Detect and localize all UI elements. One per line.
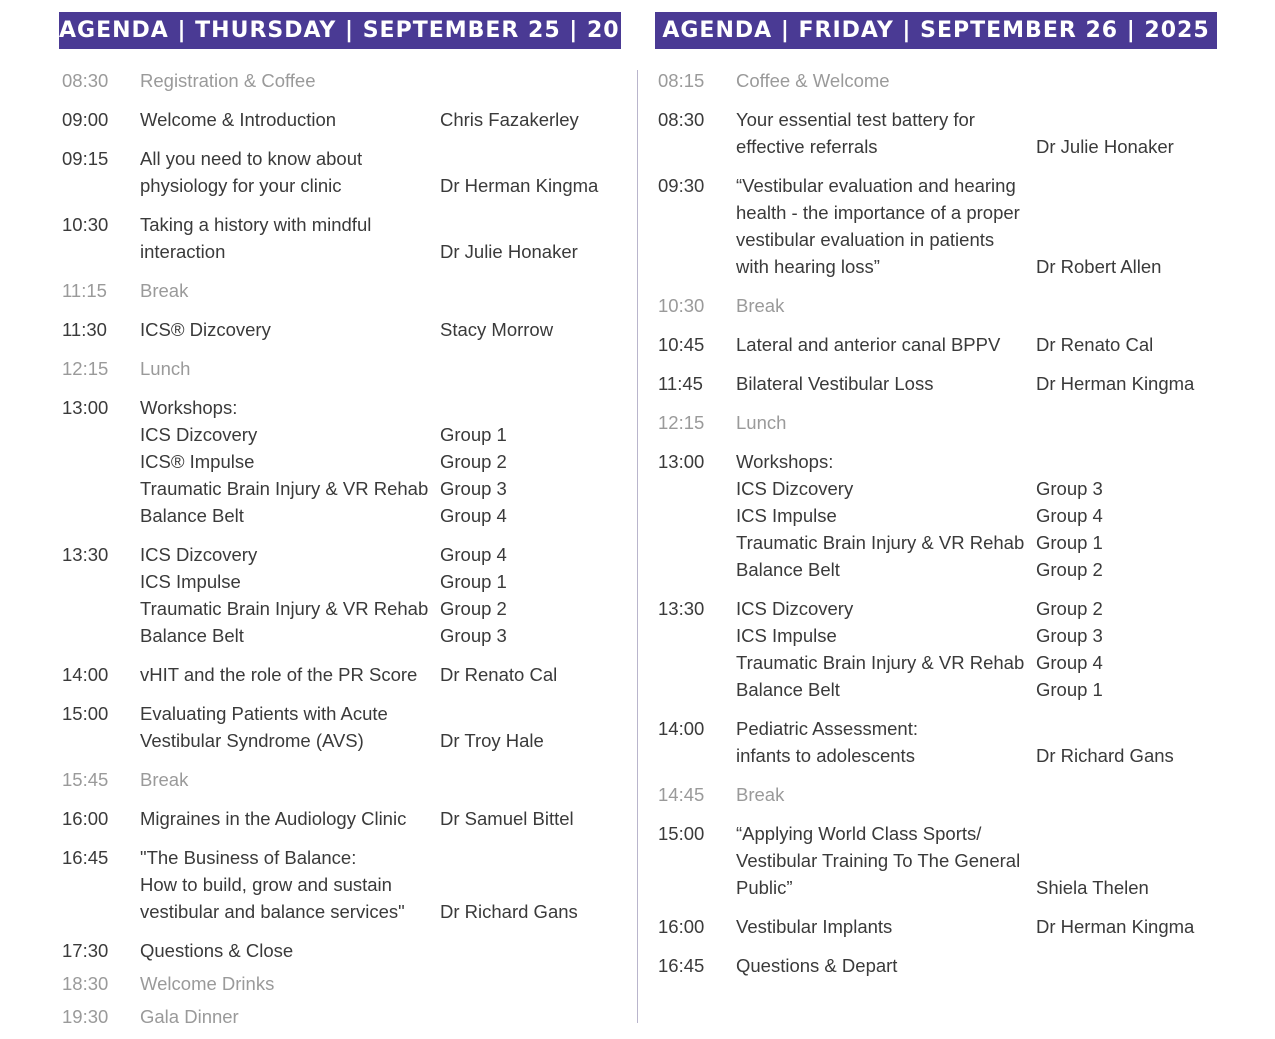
- session-title: [140, 1003, 440, 1030]
- session-speaker: [1036, 820, 1217, 901]
- session-title-line: Taking a history with mindful: [140, 214, 372, 235]
- session-title-line: Public”: [736, 877, 793, 898]
- session-title: [140, 541, 440, 649]
- agenda-day-thursday: [59, 12, 653, 1036]
- session-title: [140, 970, 440, 997]
- session-title: [140, 106, 440, 133]
- session-row: [59, 700, 621, 754]
- session-row: [655, 952, 1217, 979]
- session-time: 08:30: [658, 109, 705, 130]
- column-divider: [637, 70, 638, 1023]
- session-time: 09:15: [62, 148, 109, 169]
- session-speaker: [440, 937, 621, 964]
- session-title-line: ICS Dizcovery: [140, 424, 258, 445]
- session-title-line: Coffee & Welcome: [736, 70, 890, 91]
- session-title-line: Questions & Depart: [736, 955, 898, 976]
- session-title-line: ICS Impulse: [736, 625, 837, 646]
- session-row: [59, 355, 621, 382]
- session-speaker: [440, 661, 621, 688]
- session-title-line: Gala Dinner: [140, 1006, 239, 1027]
- speaker-name: Dr Renato Cal: [1036, 334, 1154, 355]
- session-title-line: Pediatric Assessment:: [736, 718, 918, 739]
- session-row: [59, 145, 621, 199]
- session-title-line: Balance Belt: [736, 559, 840, 580]
- session-title: [140, 805, 440, 832]
- session-speaker: [1036, 106, 1217, 160]
- session-title: [736, 781, 1036, 808]
- session-list: [59, 67, 621, 1030]
- session-title-line: Migraines in the Audiology Clinic: [140, 808, 407, 829]
- session-time: 10:45: [658, 334, 705, 355]
- session-title-line: ICS Impulse: [736, 505, 837, 526]
- session-row: [655, 106, 1217, 160]
- session-time: 16:45: [658, 955, 705, 976]
- session-row: [655, 409, 1217, 436]
- session-time: 10:30: [658, 295, 705, 316]
- session-speaker: [440, 970, 621, 997]
- session-title: [140, 394, 440, 529]
- session-title-line: Registration & Coffee: [140, 70, 316, 91]
- speaker-name: Dr Herman Kingma: [440, 175, 599, 196]
- session-time: 09:30: [658, 175, 705, 196]
- session-title: [140, 355, 440, 382]
- session-row: [655, 595, 1217, 703]
- workshop-group: Group 1: [1036, 532, 1103, 553]
- session-speaker: [440, 541, 621, 649]
- session-title-line: Vestibular Training To The General: [736, 850, 1021, 871]
- session-title: [736, 331, 1036, 358]
- session-speaker: [1036, 331, 1217, 358]
- session-row: [655, 448, 1217, 583]
- session-title: [140, 766, 440, 793]
- session-row: [655, 331, 1217, 358]
- workshop-group: Group 3: [440, 625, 507, 646]
- session-time: 16:00: [62, 808, 109, 829]
- session-title-line: Balance Belt: [140, 505, 244, 526]
- session-title-line: “Applying World Class Sports/: [736, 823, 982, 844]
- session-speaker: [440, 355, 621, 382]
- workshop-group: Group 2: [440, 598, 507, 619]
- session-title: [736, 448, 1036, 583]
- session-title-line: Bilateral Vestibular Loss: [736, 373, 934, 394]
- session-row: [59, 844, 621, 925]
- session-time: 14:00: [62, 664, 109, 685]
- session-title-line: ICS Impulse: [140, 571, 241, 592]
- session-row: [655, 67, 1217, 94]
- session-title: [736, 172, 1036, 280]
- session-time: 15:45: [62, 769, 109, 790]
- session-title: [736, 292, 1036, 319]
- session-row: [59, 541, 621, 649]
- session-title-line: Workshops:: [736, 451, 834, 472]
- session-title: [736, 370, 1036, 397]
- session-time: 11:45: [658, 373, 703, 394]
- speaker-name: Dr Richard Gans: [1036, 745, 1174, 766]
- session-time: 11:30: [62, 319, 107, 340]
- session-row: [59, 1003, 621, 1030]
- session-title-line: Welcome Drinks: [140, 973, 275, 994]
- session-title-line: Workshops:: [140, 397, 238, 418]
- session-title-line: infants to adolescents: [736, 745, 915, 766]
- day-header: AGENDA | THURSDAY | SEPTEMBER 25 | 2025: [59, 12, 621, 49]
- session-title-line: Questions & Close: [140, 940, 294, 961]
- session-time: 18:30: [62, 973, 109, 994]
- session-time: 17:30: [62, 940, 109, 961]
- session-title-line: Vestibular Syndrome (AVS): [140, 730, 364, 751]
- session-time: 15:00: [658, 823, 705, 844]
- workshop-group: Group 4: [1036, 652, 1103, 673]
- session-row: [655, 292, 1217, 319]
- speaker-name: Shiela Thelen: [1036, 877, 1149, 898]
- session-time: 16:45: [62, 847, 109, 868]
- session-row: [59, 394, 621, 529]
- session-speaker: [1036, 409, 1217, 436]
- session-title: [140, 661, 440, 688]
- session-speaker: [440, 394, 621, 529]
- session-title-line: health - the importance of a proper: [736, 202, 1020, 223]
- session-speaker: [1036, 595, 1217, 703]
- workshop-group: Group 3: [1036, 478, 1103, 499]
- speaker-name: Dr Julie Honaker: [440, 241, 578, 262]
- session-speaker: [440, 106, 621, 133]
- session-title-line: Lunch: [736, 412, 787, 433]
- session-title-line: vHIT and the role of the PR Score: [140, 664, 418, 685]
- session-title: [736, 952, 1036, 979]
- session-time: 13:00: [62, 397, 109, 418]
- session-time: 13:30: [62, 544, 109, 565]
- session-speaker: [1036, 172, 1217, 280]
- session-title-line: All you need to know about: [140, 148, 363, 169]
- session-speaker: [440, 67, 621, 94]
- session-title-line: Traumatic Brain Injury & VR Rehab: [736, 652, 1025, 673]
- session-title: [140, 67, 440, 94]
- session-row: [655, 913, 1217, 940]
- workshop-group: Group 4: [1036, 505, 1103, 526]
- speaker-name: Dr Troy Hale: [440, 730, 544, 751]
- workshop-group: Group 1: [440, 424, 507, 445]
- session-title-line: vestibular evaluation in patients: [736, 229, 995, 250]
- session-title-line: Break: [140, 280, 189, 301]
- agenda-day-friday: [655, 12, 1217, 991]
- session-list: [655, 67, 1217, 979]
- session-time: 12:15: [62, 358, 109, 379]
- session-row: [59, 106, 621, 133]
- session-speaker: [440, 316, 621, 343]
- session-speaker: [1036, 292, 1217, 319]
- speaker-name: Dr Julie Honaker: [1036, 136, 1174, 157]
- session-title: [736, 913, 1036, 940]
- session-row: [59, 970, 621, 997]
- session-title-line: Break: [736, 295, 785, 316]
- session-title: [736, 409, 1036, 436]
- session-title-line: Lunch: [140, 358, 191, 379]
- session-title: [736, 595, 1036, 703]
- session-title-line: Balance Belt: [736, 679, 840, 700]
- session-speaker: [1036, 781, 1217, 808]
- session-title: [736, 715, 1036, 769]
- session-time: 13:30: [658, 598, 705, 619]
- speaker-name: Dr Samuel Bittel: [440, 808, 574, 829]
- session-row: [59, 661, 621, 688]
- session-title-line: Evaluating Patients with Acute: [140, 703, 388, 724]
- session-title-line: Vestibular Implants: [736, 916, 893, 937]
- session-row: [59, 67, 621, 94]
- session-title: [736, 820, 1036, 901]
- session-speaker: [1036, 715, 1217, 769]
- workshop-group: Group 3: [1036, 625, 1103, 646]
- session-speaker: [1036, 370, 1217, 397]
- session-title: [736, 106, 1036, 160]
- workshop-group: Group 1: [1036, 679, 1103, 700]
- session-time: 16:00: [658, 916, 705, 937]
- workshop-group: Group 4: [440, 505, 507, 526]
- session-title-line: vestibular and balance services": [140, 901, 405, 922]
- session-title-line: Break: [140, 769, 189, 790]
- session-speaker: [440, 766, 621, 793]
- day-header: AGENDA | FRIDAY | SEPTEMBER 26 | 2025: [655, 12, 1217, 49]
- session-time: 12:15: [658, 412, 705, 433]
- session-title-line: Lateral and anterior canal BPPV: [736, 334, 1001, 355]
- session-title-line: “Vestibular evaluation and hearing: [736, 175, 1016, 196]
- session-speaker: [440, 277, 621, 304]
- session-title-line: "The Business of Balance:: [140, 847, 357, 868]
- session-row: [59, 766, 621, 793]
- session-time: 09:00: [62, 109, 109, 130]
- session-title-line: ICS Dizcovery: [736, 478, 854, 499]
- session-row: [655, 820, 1217, 901]
- session-time: 10:30: [62, 214, 109, 235]
- session-title-line: ICS Dizcovery: [140, 544, 258, 565]
- session-title: [140, 700, 440, 754]
- session-title-line: Traumatic Brain Injury & VR Rehab: [140, 478, 429, 499]
- session-time: 19:30: [62, 1006, 109, 1027]
- session-title: [140, 277, 440, 304]
- session-row: [655, 370, 1217, 397]
- session-row: [655, 172, 1217, 280]
- session-row: [59, 211, 621, 265]
- speaker-name: Dr Renato Cal: [440, 664, 558, 685]
- session-speaker: [1036, 913, 1217, 940]
- session-time: 08:30: [62, 70, 109, 91]
- session-title: [140, 145, 440, 199]
- session-speaker: [440, 1003, 621, 1030]
- session-time: 14:45: [658, 784, 705, 805]
- session-time: 14:00: [658, 718, 705, 739]
- session-title: [736, 67, 1036, 94]
- workshop-group: Group 2: [440, 451, 507, 472]
- session-title-line: ICS Dizcovery: [736, 598, 854, 619]
- session-time: 13:00: [658, 451, 705, 472]
- session-title-line: interaction: [140, 241, 226, 262]
- session-title-line: ICS® Impulse: [140, 451, 255, 472]
- session-speaker: [1036, 67, 1217, 94]
- session-title: [140, 937, 440, 964]
- session-speaker: [1036, 448, 1217, 583]
- session-title: [140, 316, 440, 343]
- workshop-group: Group 2: [1036, 559, 1103, 580]
- speaker-name: Chris Fazakerley: [440, 109, 579, 130]
- session-row: [59, 316, 621, 343]
- speaker-name: Stacy Morrow: [440, 319, 554, 340]
- speaker-name: Dr Robert Allen: [1036, 256, 1162, 277]
- speaker-name: Dr Herman Kingma: [1036, 373, 1195, 394]
- session-title-line: Traumatic Brain Injury & VR Rehab: [736, 532, 1025, 553]
- session-speaker: [440, 700, 621, 754]
- session-title-line: effective referrals: [736, 136, 878, 157]
- workshop-group: Group 4: [440, 544, 507, 565]
- session-speaker: [1036, 952, 1217, 979]
- session-title: [140, 844, 440, 925]
- session-title-line: Break: [736, 784, 785, 805]
- session-time: 15:00: [62, 703, 109, 724]
- workshop-group: Group 3: [440, 478, 507, 499]
- workshop-group: Group 2: [1036, 598, 1103, 619]
- speaker-name: Dr Herman Kingma: [1036, 916, 1195, 937]
- speaker-name: Dr Richard Gans: [440, 901, 578, 922]
- session-row: [59, 277, 621, 304]
- session-title-line: Traumatic Brain Injury & VR Rehab: [140, 598, 429, 619]
- session-title: [140, 211, 440, 265]
- session-time: 11:15: [62, 280, 107, 301]
- session-speaker: [440, 145, 621, 199]
- session-speaker: [440, 211, 621, 265]
- session-row: [655, 715, 1217, 769]
- session-title-line: Balance Belt: [140, 625, 244, 646]
- session-speaker: [440, 844, 621, 925]
- session-speaker: [440, 805, 621, 832]
- session-row: [655, 781, 1217, 808]
- workshop-group: Group 1: [440, 571, 507, 592]
- session-row: [59, 937, 621, 964]
- session-time: 08:15: [658, 70, 705, 91]
- session-title-line: Welcome & Introduction: [140, 109, 337, 130]
- session-row: [59, 805, 621, 832]
- session-title-line: Your essential test battery for: [736, 109, 975, 130]
- session-title-line: physiology for your clinic: [140, 175, 342, 196]
- session-title-line: with hearing loss”: [736, 256, 880, 277]
- session-title-line: How to build, grow and sustain: [140, 874, 392, 895]
- session-title-line: ICS® Dizcovery: [140, 319, 271, 340]
